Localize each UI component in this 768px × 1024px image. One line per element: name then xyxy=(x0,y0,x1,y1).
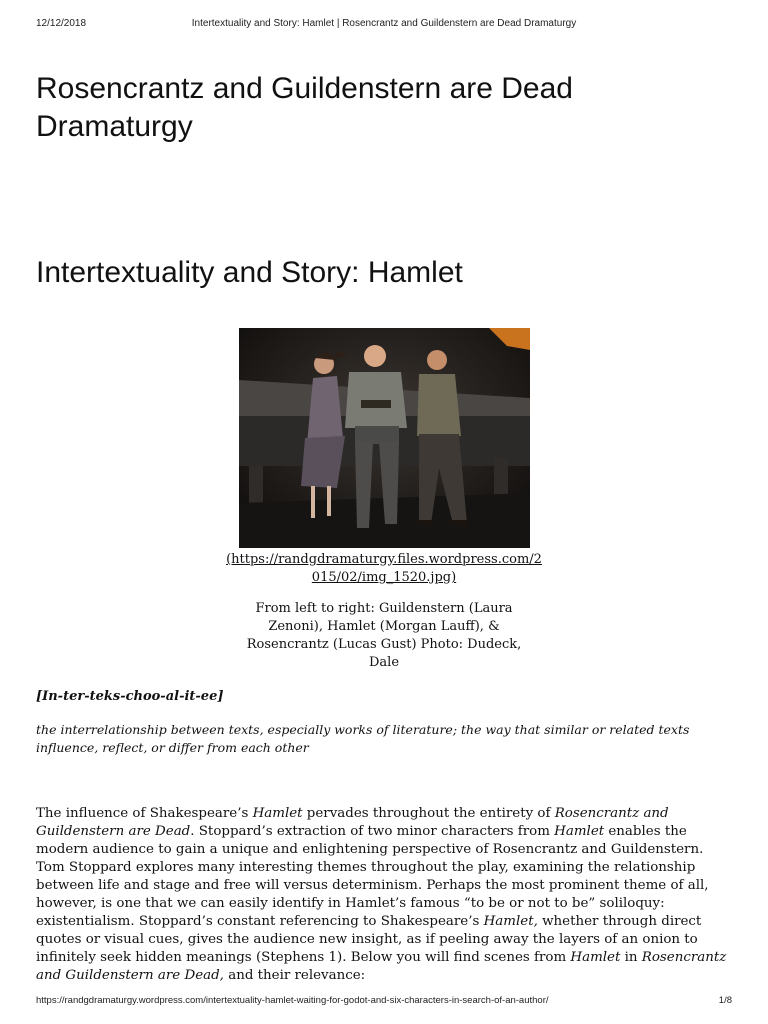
body-text: enables the modern audience to gain a unique and enlightening perspective of Rosencrantz and Guildenstern. Tom Stoppard explores many interesting themes throughout the play, examining the relationship between life and stage and free will versus determinism. Perhaps the most prominent theme of all, however, is one that we can easily identify in Hamlet’s famous “to be or not to be” soliloquy: existentialism. Stoppard’s constant referencing to Shakespeare’s xyxy=(36,824,709,929)
body-text: pervades throughout the entirety of xyxy=(302,806,555,821)
print-footer-url: https://randgdramaturgy.wordpress.com/intertextuality-hamlet-waiting-for-godot-and-six-characters-in-search-of-an-author/ xyxy=(36,995,549,1006)
body-italic-title: Hamlet, xyxy=(483,914,538,929)
print-date: 12/12/2018 xyxy=(36,18,87,29)
body-italic-title: Rosencrantz and Guildenstern are Dead xyxy=(36,806,669,839)
body-text: . Stoppard’s extraction of two minor characters from xyxy=(190,824,555,839)
body-paragraph xyxy=(36,805,736,985)
production-photo-illustration xyxy=(239,328,530,548)
photo-link[interactable]: (https://randgdramaturgy.files.wordpress.com/2015/02/img_1520.jpg) xyxy=(226,552,542,585)
definition: the interrelationship between texts, especially works of literature; the way that similar or related texts influence, reflect, or differ from each other xyxy=(36,722,690,755)
body-text: The influence of Shakespeare’s xyxy=(36,806,253,821)
body-text: and their relevance: xyxy=(223,968,366,983)
body-italic-title: Hamlet xyxy=(570,950,621,965)
production-photo[interactable] xyxy=(239,328,530,548)
print-document-title: Intertextuality and Story: Hamlet | Rosencrantz and Guildenstern are Dead Dramaturgy xyxy=(191,18,577,29)
page-number: 1/8 xyxy=(718,995,732,1006)
site-title[interactable]: Rosencrantz and Guildenstern are Dead Dramaturgy xyxy=(36,72,573,143)
body-italic-title: Hamlet xyxy=(252,806,303,821)
body-italic-title: Rosencrantz and Guildenstern are Dead, xyxy=(36,950,727,983)
post-title: Intertextuality and Story: Hamlet xyxy=(36,256,463,289)
print-header xyxy=(36,18,732,32)
body-text: whether through direct quotes or visual cues, gives the audience new insight, as if peeling away the layers of an onion to infinitely seek hidden meanings (Stephens 1). Below you will find scenes from xyxy=(36,914,702,965)
print-footer xyxy=(36,995,732,1009)
pronunciation: [In-ter-teks-choo-al-it-ee] xyxy=(36,689,224,704)
body-italic-title: Hamlet xyxy=(554,824,605,839)
photo-caption: From left to right: Guildenstern (Laura Zenoni), Hamlet (Morgan Lauff), & Rosencrantz (Lucas Gust) Photo: Dudeck, Dale xyxy=(246,601,522,670)
body-text: in xyxy=(620,950,642,965)
